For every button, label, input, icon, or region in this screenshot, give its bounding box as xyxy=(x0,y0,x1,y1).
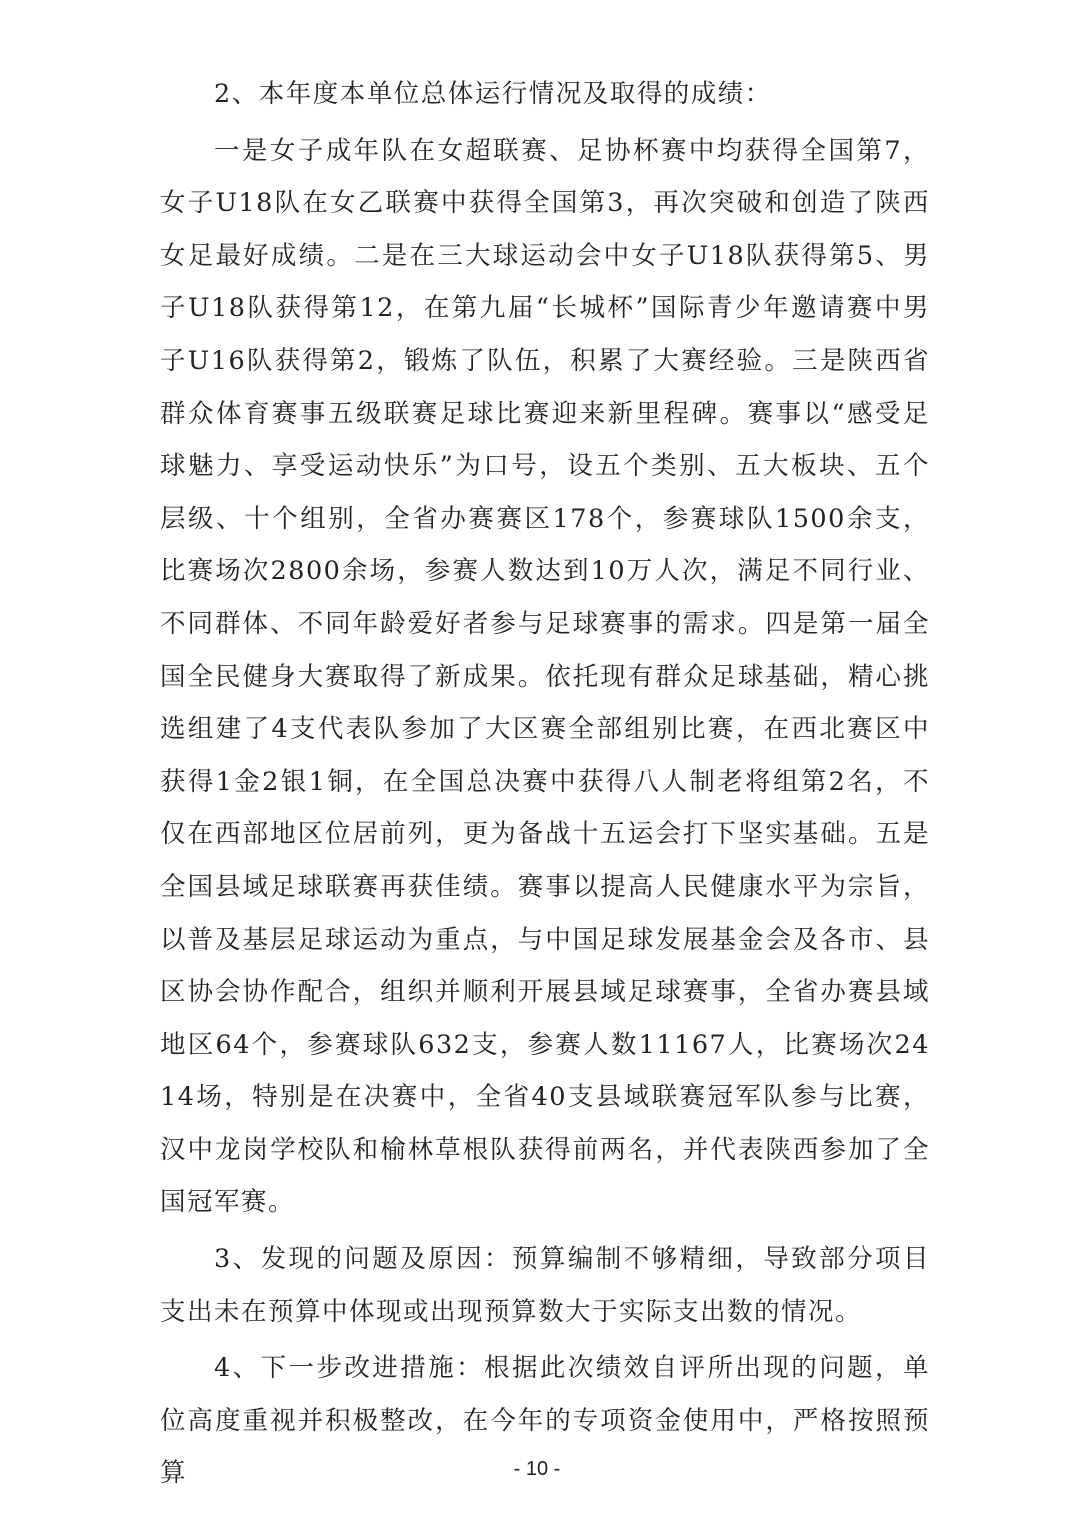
document-body xyxy=(160,68,930,1500)
page-number: - 10 - xyxy=(513,1458,561,1480)
paragraph-problems: 3、发现的问题及原因：预算编制不够精细，导致部分项目支出未在预算中体现或出现预算数大于实际支出数的情况。 xyxy=(160,1244,930,1327)
paragraph-improvements: 4、下一步改进措施：根据此次绩效自评所出现的问题，单位高度重视并积极整改，在今年的专项资金使用中，严格按照预算 xyxy=(160,1353,930,1489)
paragraph-achievements: 一是女子成年队在女超联赛、足协杯赛中均获得全国第7，女子U18队在女乙联赛中获得全国第3，再次突破和创造了陕西女足最好成绩。二是在三大球运动会中女子U18队获得第5、男子U18队获得第12，在第九届“长城杯”国际青少年邀请赛中男子U16队获得第2，锻炼了队伍，积累了大赛经验。三是陕西省群众体育赛事五级联赛足球比赛迎来新里程碑。赛事以“感受足球魅力、享受运动快乐”为口号，设五个类别、五大板块、五个层级、十个组别，全省办赛赛区178个，参赛球队1500余支，比赛场次2800余场，参赛人数达到10万人次，满足不同行业、不同群体、不同年龄爱好者参与足球赛事的需求。四是第一届全国全民健身大赛取得了新成果。依托现有群众足球基础，精心挑选组建了4支代表队参加了大区赛全部组别比赛，在西北赛区中获得1金2银1铜，在全国总决赛中获得八人制老将组第2名，不仅在西部地区位居前列，更为备战十五运会打下坚实基础。五是全国县域足球联赛再获佳绩。赛事以提高人民健康水平为宗旨，以普及基层足球运动为重点，与中国足球发展基金会及各市、县区协会协作配合，组织并顺利开展县域足球赛事，全省办赛县域地区64个，参赛球队632支，参赛人数11167人，比赛场次2414场，特别是在决赛中，全省40支县域联赛冠军队参与比赛，汉中龙岗学校队和榆林草根队获得前两名，并代表陕西参加了全国冠军赛。 xyxy=(160,135,930,1218)
paragraph-section-2-heading: 2、本年度本单位总体运行情况及取得的成绩： xyxy=(214,79,772,109)
